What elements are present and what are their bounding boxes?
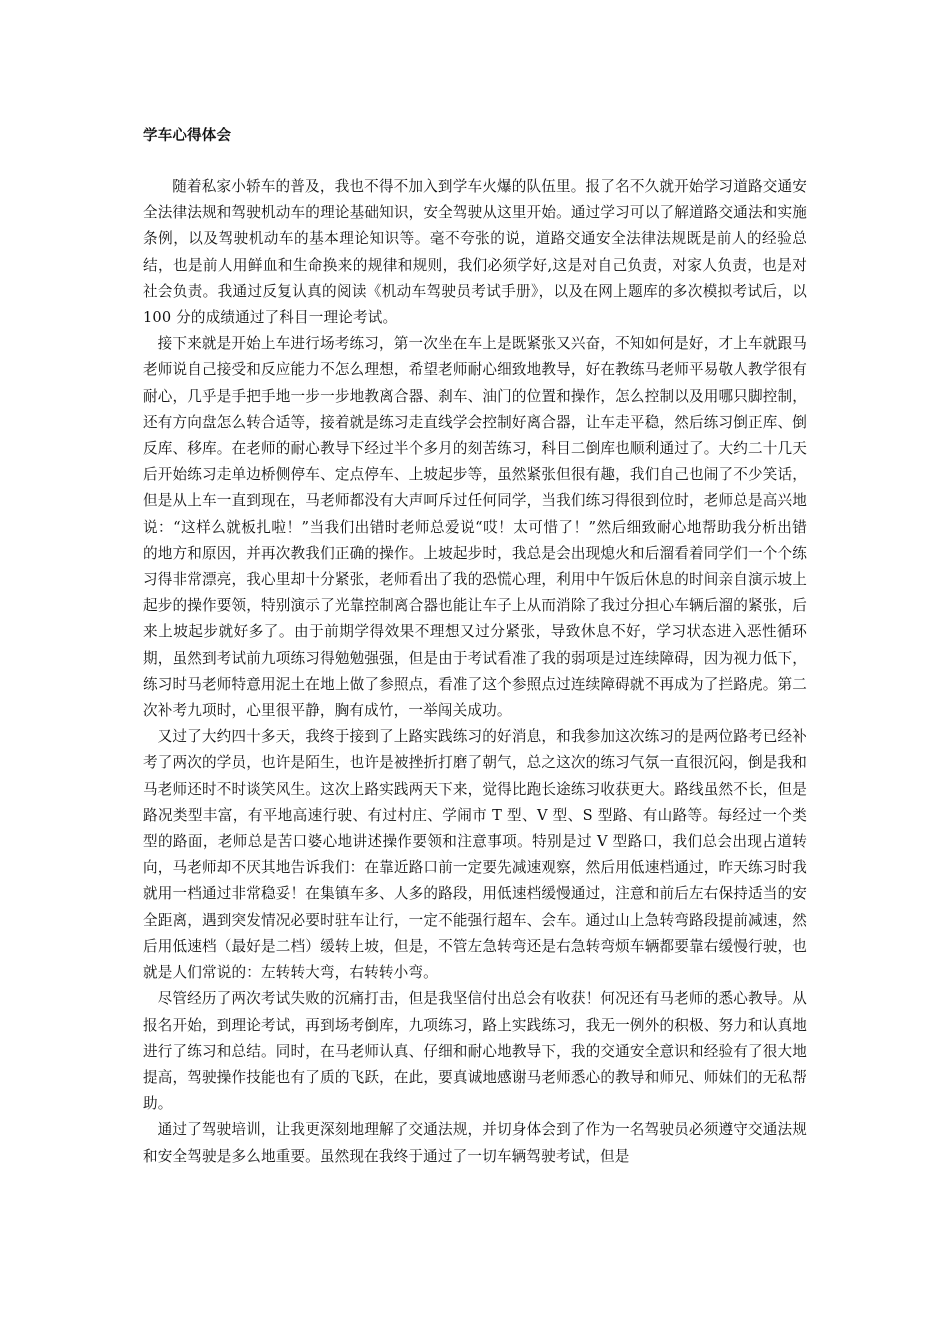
paragraph-4: 尽管经历了两次考试失败的沉痛打击，但是我坚信付出总会有收获！何况还有马老师的悉心教导。从报名开始，到理论考试，再到场考倒库，九项练习，路上实践练习，我无一例外的积极、努力和认真地进行了练习和总结。同时，在马老师认真、仔细和耐心地教导下，我的交通安全意识和经验有了很大地提高，驾驶操作技能也有了质的飞跃，在此，要真诚地感谢马老师悉心的教导和师兄、师妹们的无私帮助。: [143, 990, 807, 1113]
paragraph-3: 又过了大约四十多天，我终于接到了上路实践练习的好消息，和我参加这次练习的是两位路考已经补考了两次的学员，也许是陌生，也许是被挫折打磨了朝气，总之这次的练习气氛一直很沉闷，倒是我和马老师还时不时谈笑风生。这次上路实践两天下来，觉得比跑长途练习收获更大。路线虽然不长，但是路况类型丰富，有平地高速行驶、有过村庄、学闹市 T 型、V 型、S 型路、有山路等。每经过一个类型的路面，老师总是苦口婆心地讲述操作要领和注意事项。特别是过 V 型路口，我们总会出现占道转向，马老师却不厌其地告诉我们：在靠近路口前一定要先减速观察，然后用低速档通过，昨天练习时我就用一档通过非常稳妥！在集镇车多、人多的路段，用低速档缓慢通过，注意和前后左右保持适当的安全距离，遇到突发情况必要时驻车让行，一定不能强行超车、会车。通过山上急转弯路段提前减速，然后用低速档（最好是二档）缓转上坡，但是，不管左急转弯还是右急转弯烦车辆都要靠右缓慢行驶，也就是人们常说的：左转转大弯，右转转小弯。: [143, 728, 807, 982]
paragraph-5: 通过了驾驶培训，让我更深刻地理解了交通法规，并切身体会到了作为一名驾驶员必须遵守交通法规和安全驾驶是多么地重要。虽然现在我终于通过了一切车辆驾驶考试，但是: [143, 1121, 807, 1165]
paragraph-1: 随着私家小轿车的普及，我也不得不加入到学车火爆的队伍里。报了名不久就开始学习道路交通安全法律法规和驾驶机动车的理论基础知识，安全驾驶从这里开始。通过学习可以了解道路交通法和实施条例，以及驾驶机动车的基本理论知识等。毫不夸张的说，道路交通安全法律法规既是前人的经验总结，也是前人用鲜血和生命换来的规律和规则，我们必须学好,这是对自己负责，对家人负责，也是对社会负责。我通过反复认真的阅读《机动车驾驶员考试手册》，以及在网上题库的多次模拟考试后，以 100 分的成绩通过了科目一理论考试。: [143, 178, 807, 327]
document-body: [143, 174, 807, 1170]
document-title: 学车心得体会: [143, 128, 232, 144]
paragraph-2: 接下来就是开始上车进行场考练习，第一次坐在车上是既紧张又兴奋，不知如何是好，才上车就跟马老师说自己接受和反应能力不怎么理想，希望老师耐心细致地教导，好在教练马老师平易敬人教学很有耐心，几乎是手把手地一步一步地教离合器、刹车、油门的位置和操作，怎么控制以及用哪只脚控制，还有方向盘怎么转合适等，接着就是练习走直线学会控制好离合器，让车走平稳，然后练习倒正库、倒反库、移库。在老师的耐心教导下经过半个多月的刻苦练习，科目二倒库也顺利通过了。大约二十几天后开始练习走单边桥侧停车、定点停车、上坡起步等，虽然紧张但很有趣，我们自己也闹了不少笑话，但是从上车一直到现在，马老师都没有大声呵斥过任何同学，当我们练习得很到位时，老师总是高兴地说：“这样么就板扎啦！”当我们出错时老师总爱说“哎！太可惜了！”然后细致耐心地帮助我分析出错的地方和原因，并再次教我们正确的操作。上坡起步时，我总是会出现熄火和后溜看着同学们一个个练习得非常漂亮，我心里却十分紧张，老师看出了我的恐慌心理，利用中午饭后休息的时间亲自演示坡上起步的操作要领，特别演示了光靠控制离合器也能让车子上从而消除了我过分担心车辆后溜的紧张，后来上坡起步就好多了。由于前期学得效果不理想又过分紧张，导致休息不好，学习状态进入恶性循环期，虽然到考试前九项练习得勉勉强强，但是由于考试看准了我的弱项是过连续障碍，因为视力低下，练习时马老师特意用泥土在地上做了参照点，看准了这个参照点过连续障碍就不再成为了拦路虎。第二次补考九项时，心里很平静，胸有成竹，一举闯关成功。: [143, 335, 807, 720]
